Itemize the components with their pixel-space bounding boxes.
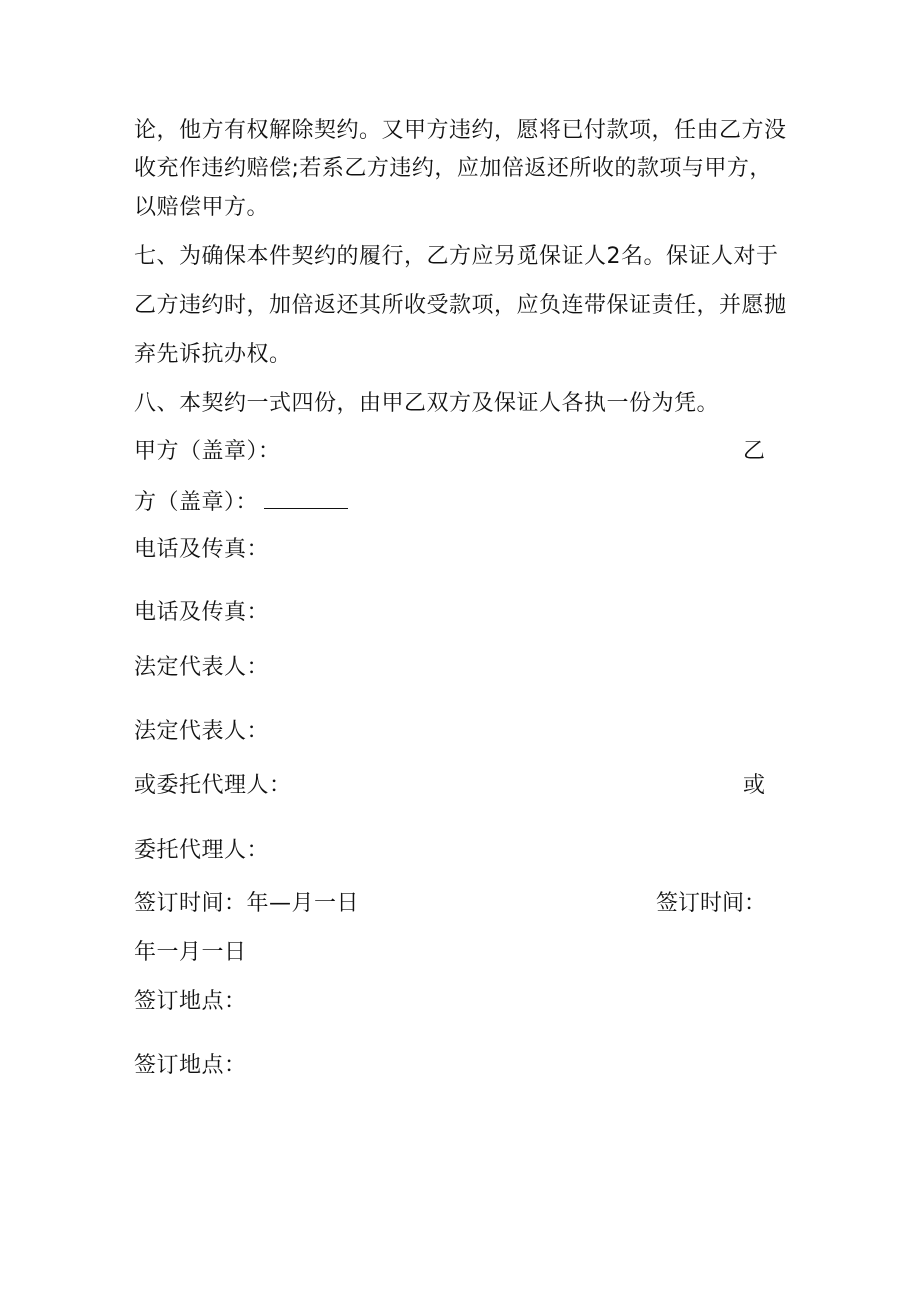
legal-rep-label-b: 法定代表人： [134,719,270,744]
sign-place-b: 签订地点： [134,1053,247,1078]
legal-rep-label-a: 法定代表人： [134,655,270,680]
party-b-seal-label: 方（盖章）： [134,490,259,515]
clause6-line2: 收充作违约赔偿;若系乙方违约，应加倍返还所收的款项与甲方， [134,156,772,181]
sign-place-a: 签订地点： [134,989,247,1014]
party-b-label-fragment: 乙 [743,439,766,464]
clause6-line1: 论，他方有权解除契约。又甲方违约，愿将已付款项，任由乙方没 [134,118,787,143]
agent-label-b: 委托代理人： [134,838,270,863]
party-a-seal-label: 甲方（盖章）： [134,439,281,464]
clause8-line1: 八、本契约一式四份，由甲乙双方及保证人各执一份为凭。 [134,391,720,416]
clause7-line2: 乙方违约时，加倍返还其所收受款项，应负连带保证责任，并愿抛 [134,293,787,318]
clause7-line1: 七、为确保本件契约的履行，乙方应另觅保证人2名。保证人对于 [134,244,779,269]
sign-time-a: 签订时间：年—月一日 [134,891,360,916]
phone-fax-label-a: 电话及传真： [134,537,270,562]
signature-blank [264,486,348,509]
sign-time-b-date: 年一月一日 [134,940,247,965]
clause7-line3: 弃先诉抗办权。 [134,342,292,367]
agent-label-a: 或委托代理人： [134,773,292,798]
party-b-seal-row [134,486,348,518]
clause6-line3: 以赔偿甲方。 [134,195,270,220]
agent-or-fragment: 或 [743,773,766,798]
sign-time-b-label: 签订时间： [656,891,767,916]
phone-fax-label-b: 电话及传真： [134,600,270,625]
